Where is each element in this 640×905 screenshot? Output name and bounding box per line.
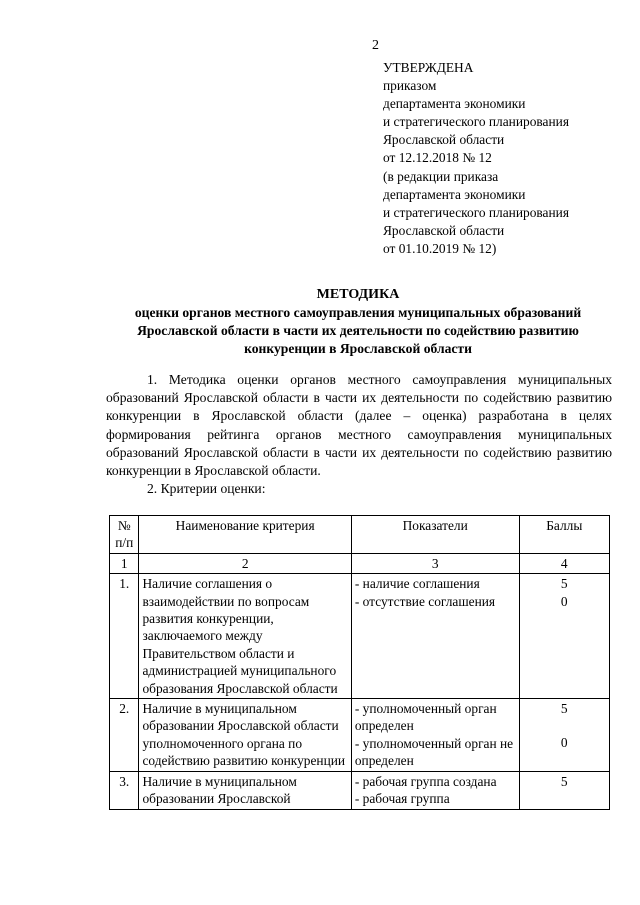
indicator: - наличие соглашения bbox=[354, 576, 480, 592]
point-value: 0 bbox=[560, 593, 568, 609]
row-criterion: Наличие соглашения о взаимодействии по вопросам развития конкуренции, заключаемого между Правительством области и администрацией муниципального образования Ярославской области bbox=[139, 574, 351, 699]
row-criterion: Наличие в муниципальном образовании Ярославской области уполномоченного органа по содействию развитию конкуренции bbox=[139, 699, 351, 772]
point-value: 5 bbox=[560, 773, 568, 789]
title-main: МЕТОДИКА bbox=[316, 287, 400, 302]
indicator: - уполномоченный орган определен bbox=[354, 701, 497, 734]
row-points bbox=[519, 574, 609, 699]
paragraph-2: 2. Критерии оценки: bbox=[147, 481, 266, 497]
indicator: - уполномоченный орган не определен bbox=[354, 735, 514, 769]
approval-stamp bbox=[383, 59, 633, 258]
col-number: 4 bbox=[519, 553, 609, 573]
table-header-row bbox=[110, 516, 610, 554]
column-number-row bbox=[110, 553, 610, 573]
point-value: 0 bbox=[560, 735, 568, 751]
row-num: 3. bbox=[110, 771, 139, 809]
row-num: 1. bbox=[110, 574, 139, 699]
row-points bbox=[519, 771, 609, 809]
title-subtitle-line: оценки органов местного самоуправления муниципальных образований bbox=[134, 305, 582, 320]
indicator: - отсутствие соглашения bbox=[354, 593, 496, 609]
col-number: 2 bbox=[139, 553, 351, 573]
header-points: Баллы bbox=[519, 516, 609, 554]
approval-line: Ярославской области bbox=[383, 222, 505, 238]
approval-line: Ярославской области bbox=[383, 132, 505, 148]
title-subtitle-line: конкуренции в Ярославской области bbox=[244, 341, 472, 356]
approval-line: департамента экономики bbox=[383, 186, 526, 202]
approval-line: приказом bbox=[383, 78, 437, 94]
point-value: 5 bbox=[560, 576, 568, 592]
table-row bbox=[110, 574, 610, 699]
criteria-table bbox=[109, 515, 610, 810]
point-value: 5 bbox=[560, 701, 568, 717]
paragraph-1: 1. Методика оценки органов местного самоуправления муниципальных образований Ярославской области в части их деятельности по содействию развитию конкуренции в Ярославской области (далее – оценка) разработана в целях формирования рейтинга органов местного самоуправления муниципальных образований Ярославской области в части их деятельности по содействию развитию конкуренции в Ярославской области. bbox=[106, 372, 612, 479]
header-indicators: Показатели bbox=[351, 516, 519, 554]
approval-line: от 12.12.2018 № 12 bbox=[383, 150, 492, 166]
row-points bbox=[519, 699, 609, 772]
approval-line: (в редакции приказа bbox=[383, 168, 499, 184]
indicator: - рабочая группа создана bbox=[354, 773, 497, 789]
body-text bbox=[106, 371, 612, 498]
table-row bbox=[110, 771, 610, 809]
approval-line: УТВЕРЖДЕНА bbox=[383, 60, 474, 75]
title-subtitle-line: Ярославской области в части их деятельности по содействию развитию bbox=[137, 323, 579, 338]
col-number: 3 bbox=[351, 553, 519, 573]
document-title bbox=[100, 286, 616, 358]
table-row bbox=[110, 699, 610, 772]
indicator: - рабочая группа bbox=[354, 791, 450, 807]
row-indicators bbox=[351, 574, 519, 699]
col-number: 1 bbox=[110, 553, 139, 573]
header-criterion: Наименование критерия bbox=[139, 516, 351, 554]
row-num: 2. bbox=[110, 699, 139, 772]
approval-line: от 01.10.2019 № 12) bbox=[383, 240, 497, 256]
row-indicators bbox=[351, 771, 519, 809]
approval-line: и стратегического планирования bbox=[383, 114, 569, 130]
header-num: № п/п bbox=[110, 516, 139, 554]
approval-line: и стратегического планирования bbox=[383, 204, 569, 220]
row-criterion: Наличие в муниципальном образовании Ярославской bbox=[139, 771, 351, 809]
page-number: 2 bbox=[372, 38, 379, 53]
approval-line: департамента экономики bbox=[383, 96, 526, 112]
row-indicators bbox=[351, 699, 519, 772]
